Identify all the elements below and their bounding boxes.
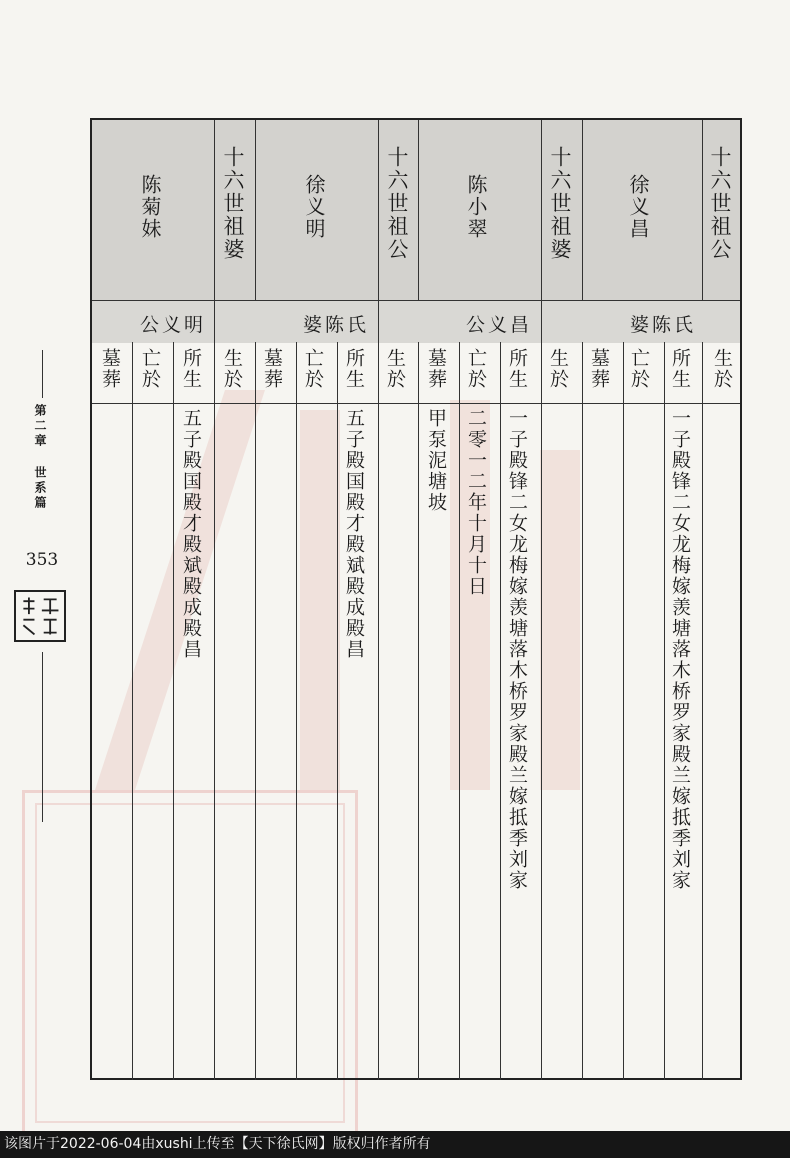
person-name: 陈小翠 bbox=[464, 174, 488, 240]
generation-label: 十六世祖公 bbox=[385, 146, 409, 261]
divider bbox=[255, 120, 256, 300]
died-value: 二零一二年十月十日 bbox=[465, 408, 487, 597]
caption-label: 公义昌 bbox=[465, 314, 532, 336]
row-label-burial: 墓葬 bbox=[99, 348, 121, 390]
divider bbox=[623, 342, 624, 1080]
generation-label: 十六世祖公 bbox=[708, 146, 732, 261]
upload-footer: 该图片于2022-06-04由xushi上传至【天下徐氏网】版权归作者所有 bbox=[0, 1131, 790, 1158]
row-label-born: 生於 bbox=[221, 348, 243, 390]
row-label-issue: 所生 bbox=[343, 348, 365, 390]
caption-label: 公义明 bbox=[139, 314, 206, 336]
person-name: 陈菊妹 bbox=[138, 174, 162, 240]
row-label-issue: 所生 bbox=[506, 348, 528, 390]
divider bbox=[664, 342, 665, 1080]
page-number: 353 bbox=[25, 550, 59, 570]
divider bbox=[132, 342, 133, 1080]
divider bbox=[459, 342, 460, 1080]
divider bbox=[582, 120, 583, 300]
row-label-died: 亡於 bbox=[628, 348, 650, 390]
row-label-burial: 墓葬 bbox=[425, 348, 447, 390]
row-label-issue: 所生 bbox=[180, 348, 202, 390]
divider bbox=[337, 342, 338, 1080]
generation-label: 十六世祖婆 bbox=[221, 146, 245, 261]
issue-value: 一子殿锋二女龙梅嫁羡塘落木桥罗家殿兰嫁抵季刘家 bbox=[506, 408, 528, 891]
caption-label: 婆陈氏 bbox=[302, 314, 369, 336]
divider bbox=[500, 342, 501, 1080]
row-label-born: 生於 bbox=[384, 348, 406, 390]
row-label-issue: 所生 bbox=[669, 348, 691, 390]
issue-value: 五子殿国殿才殿斌殿成殿昌 bbox=[180, 408, 202, 660]
caption-label: 婆陈氏 bbox=[629, 314, 696, 336]
issue-value: 一子殿锋二女龙梅嫁羡塘落木桥罗家殿兰嫁抵季刘家 bbox=[669, 408, 691, 891]
row-label-died: 亡於 bbox=[465, 348, 487, 390]
divider bbox=[702, 120, 703, 300]
chapter-label: 第二章 世系篇 bbox=[33, 404, 47, 511]
divider bbox=[255, 342, 256, 1080]
genealogy-logo bbox=[14, 590, 66, 642]
row-label-died: 亡於 bbox=[302, 348, 324, 390]
divider bbox=[296, 342, 297, 1080]
divider bbox=[418, 120, 419, 300]
person-name: 徐义明 bbox=[302, 174, 326, 240]
divider bbox=[214, 120, 215, 1080]
row-divider bbox=[92, 403, 740, 404]
margin-rule-top bbox=[42, 350, 43, 398]
issue-value: 五子殿国殿才殿斌殿成殿昌 bbox=[343, 408, 365, 660]
divider bbox=[541, 120, 542, 1080]
divider bbox=[418, 342, 419, 1080]
row-label-died: 亡於 bbox=[139, 348, 161, 390]
genealogy-table bbox=[90, 118, 742, 1080]
row-label-born: 生於 bbox=[547, 348, 569, 390]
row-label-burial: 墓葬 bbox=[261, 348, 283, 390]
burial-value: 甲泵泥塘坡 bbox=[425, 408, 447, 513]
margin-rule-bottom bbox=[42, 652, 43, 822]
divider bbox=[378, 120, 379, 1080]
divider bbox=[173, 342, 174, 1080]
divider bbox=[702, 342, 703, 1080]
row-label-burial: 墓葬 bbox=[588, 348, 610, 390]
divider bbox=[582, 342, 583, 1080]
generation-label: 十六世祖婆 bbox=[548, 146, 572, 261]
person-name: 徐义昌 bbox=[626, 174, 650, 240]
row-label-born: 生於 bbox=[711, 348, 733, 390]
